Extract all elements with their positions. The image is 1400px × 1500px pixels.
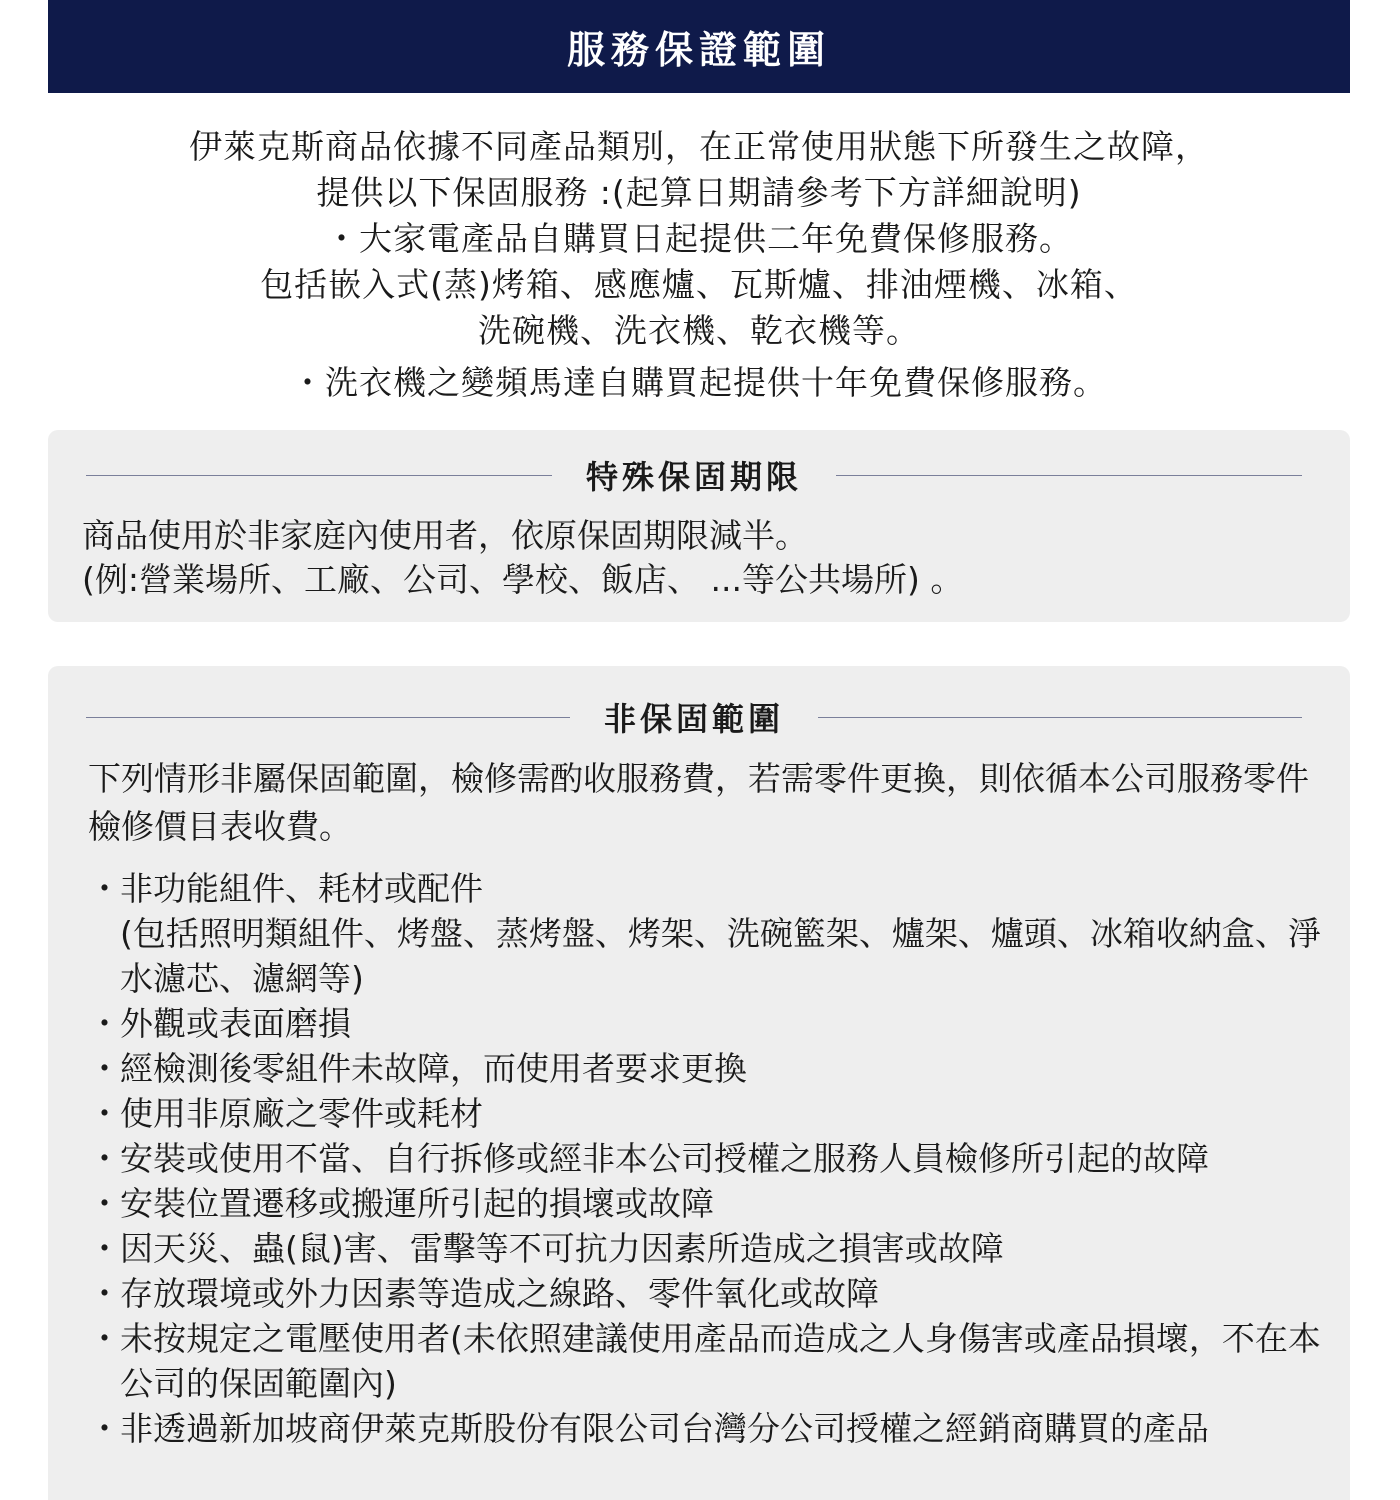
list-item-text: 安裝位置遷移或搬運所引起的損壞或故障: [120, 1184, 714, 1223]
bullet-mark: ・: [88, 1004, 121, 1043]
list-item-detail: (包括照明類組件、烤盤、蒸烤盤、烤架、洗碗籃架、爐架、爐頭、冰箱收納盒、淨水濾芯、濾網等): [120, 914, 1321, 998]
page-title: 服務保證範圍: [566, 28, 831, 72]
list-item: [88, 866, 1328, 1001]
excluded-scope-description: 下列情形非屬保固範圍，檢修需酌收服務費，若需零件更換，則依循本公司服務零件檢修價目表收費。: [88, 759, 1309, 846]
intro-bullet-2: ・洗衣機之變頻馬達自購買起提供十年免費保修服務。: [291, 363, 1107, 402]
bullet-mark: ・: [88, 1049, 121, 1088]
excluded-scope-title: 非保固範圍: [604, 700, 785, 738]
excluded-scope-list: [88, 866, 1328, 1451]
list-item-text: 未按規定之電壓使用者(未依照建議使用產品而造成之人身傷害或產品損壞，不在本公司的保固範圍內): [120, 1319, 1321, 1403]
special-warranty-heading: [86, 452, 1302, 498]
list-item-text: 外觀或表面磨損: [120, 1004, 351, 1043]
bullet-mark: ・: [88, 1229, 121, 1268]
header-bar: [48, 0, 1350, 93]
list-item: [88, 1316, 1328, 1406]
bullet-mark: ・: [88, 1094, 121, 1133]
bullet-mark: ・: [88, 1139, 121, 1178]
list-item: [88, 1181, 1328, 1226]
list-item: [88, 1271, 1328, 1316]
heading-rule-left: [86, 475, 552, 476]
excluded-scope-heading: [86, 694, 1302, 740]
list-item-text: 非透過新加坡商伊萊克斯股份有限公司台灣分公司授權之經銷商購買的產品: [120, 1409, 1209, 1448]
bullet-mark: ・: [88, 1319, 121, 1358]
list-item: [88, 1406, 1328, 1451]
list-item-text: 安裝或使用不當、自行拆修或經非本公司授權之服務人員檢修所引起的故障: [120, 1139, 1209, 1178]
special-warranty-body: [82, 514, 963, 602]
heading-rule-right: [836, 475, 1302, 476]
intro-line-1: 伊萊克斯商品依據不同產品類別，在正常使用狀態下所發生之故障，: [189, 127, 1209, 166]
list-item: [88, 1091, 1328, 1136]
bullet-mark: ・: [88, 1274, 121, 1313]
list-item: [88, 1046, 1328, 1091]
heading-rule-right: [818, 717, 1302, 718]
list-item-text: 存放環境或外力因素等造成之線路、零件氧化或故障: [120, 1274, 879, 1313]
bullet-mark: ・: [88, 869, 121, 908]
intro-section: [48, 124, 1350, 406]
list-item-text: 非功能組件、耗材或配件: [120, 869, 483, 908]
list-item: [88, 1226, 1328, 1271]
special-warranty-line-1: 商品使用於非家庭內使用者，依原保固期限減半。: [82, 516, 808, 555]
list-item-text: 因天災、蟲(鼠)害、雷擊等不可抗力因素所造成之損害或故障: [120, 1229, 1004, 1268]
heading-rule-left: [86, 717, 570, 718]
intro-bullet-1-detail-2: 洗碗機、洗衣機、乾衣機等。: [478, 311, 920, 350]
list-item: [88, 1136, 1328, 1181]
intro-line-2: 提供以下保固服務 :(起算日期請參考下方詳細說明): [316, 173, 1082, 212]
special-warranty-title: 特殊保固期限: [586, 458, 803, 496]
list-item-text: 使用非原廠之零件或耗材: [120, 1094, 483, 1133]
special-warranty-line-2: (例:營業場所、工廠、公司、學校、飯店、 ...等公共場所) 。: [82, 560, 964, 599]
bullet-mark: ・: [88, 1409, 121, 1448]
intro-bullet-1: ・大家電產品自購買日起提供二年免費保修服務。: [325, 219, 1073, 258]
intro-bullet-1-detail-1: 包括嵌入式(蒸)烤箱、感應爐、瓦斯爐、排油煙機、冰箱、: [260, 265, 1138, 304]
bullet-mark: ・: [88, 1184, 121, 1223]
list-item-text: 經檢測後零組件未故障，而使用者要求更換: [120, 1049, 747, 1088]
list-item: [88, 1001, 1328, 1046]
